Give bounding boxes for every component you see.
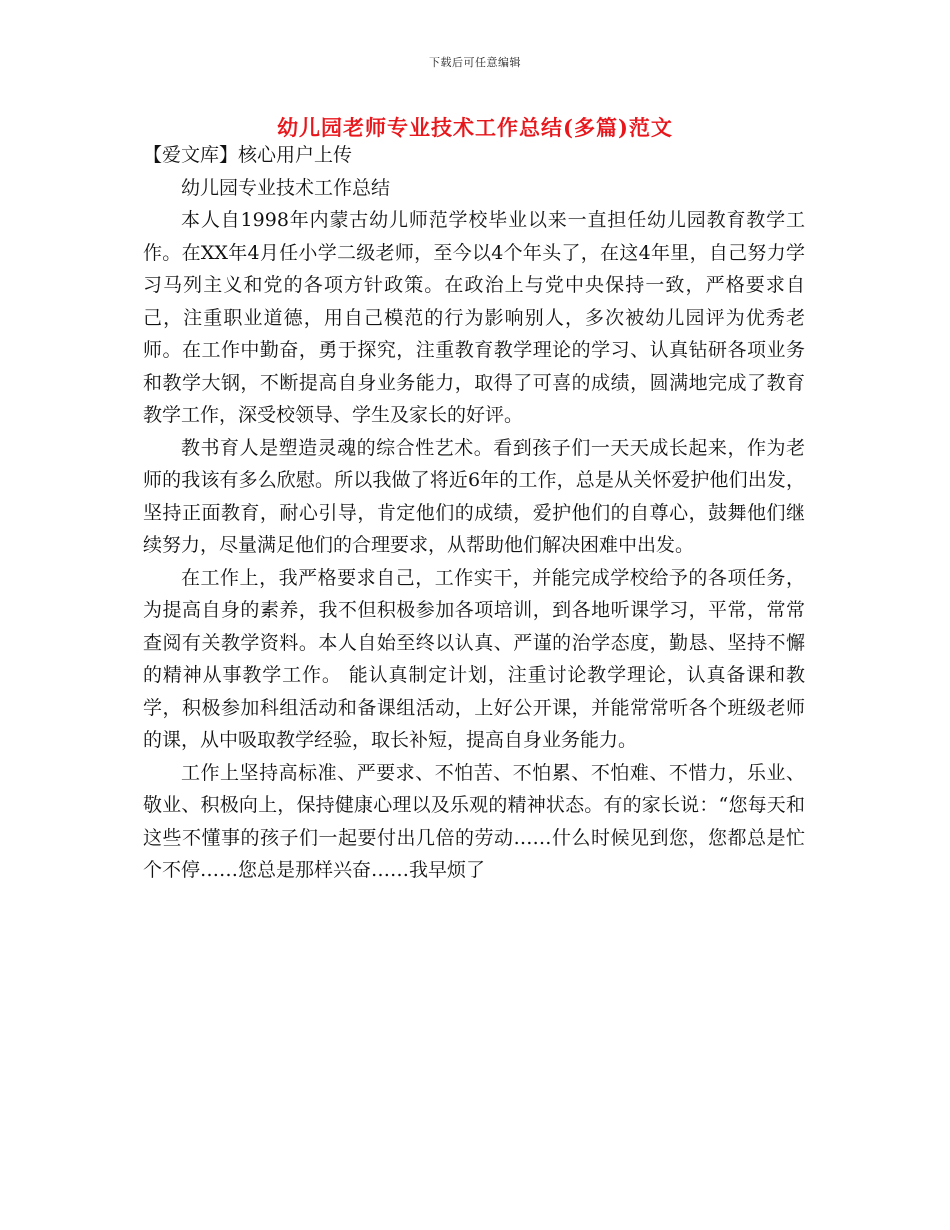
- paragraph: 在工作上，我严格要求自己，工作实干，并能完成学校给予的各项任务，为提高自身的素养，我不但积极参加各项培训，到各地听课学习，平常，常常查阅有关教学资料。本人自始至终以认真、严谨的治学态度，勤恳、坚持不懈的精神从事教学工作。 能认真制定计划，注重讨论教学理论，认真备课和教学，积极参加科组活动和备课组活动，上好公开课，并能常常听各个班级老师的课，从中吸取教学经验，取长补短，提高自身业务能力。: [143, 566, 805, 751]
- header-note: 下载后可任意编辑: [429, 56, 521, 69]
- paragraph: 本人自1998年内蒙古幼儿师范学校毕业以来一直担任幼儿园教育教学工作。在XX年4月任小学二级老师，至今以4个年头了，在这4年里，自己努力学习马列主义和党的各项方针政策。在政治上与党中央保持一致，严格要求自己，注重职业道德，用自己模范的行为影响别人，多次被幼儿园评为优秀老师。在工作中勤奋，勇于探究，注重教育教学理论的学习、认真钻研各项业务和教学大钢，不断提高自身业务能力，取得了可喜的成绩，圆满地完成了教育教学工作，深受校领导、学生及家长的好评。: [143, 209, 805, 426]
- paragraph: 教书育人是塑造灵魂的综合性艺术。看到孩子们一天天成长起来，作为老师的我该有多么欣慰。所以我做了将近6年的工作，总是从关怀爱护他们出发，坚持正面教育，耐心引导，肯定他们的成绩，爱护他们的自尊心，鼓舞他们继续努力，尽量满足他们的合理要求，从帮助他们解决困难中出发。: [143, 436, 805, 556]
- document-body: [143, 139, 805, 887]
- document-subtitle: 幼儿园专业技术工作总结: [181, 176, 391, 199]
- paragraph: 工作上坚持高标准、严要求、不怕苦、不怕累、不怕难、不惜力，乐业、敬业、积极向上，保持健康心理以及乐观的精神状态。有的家长说：“您每天和这些不懂事的孩子们一起要付出几倍的劳动……什么时候见到您，您都总是忙个不停……您总是那样兴奋……我早烦了: [143, 761, 805, 881]
- document-title: 幼儿园老师专业技术工作总结(多篇)范文: [277, 115, 673, 140]
- uploader-line: 【爱文库】核心用户上传: [143, 144, 353, 166]
